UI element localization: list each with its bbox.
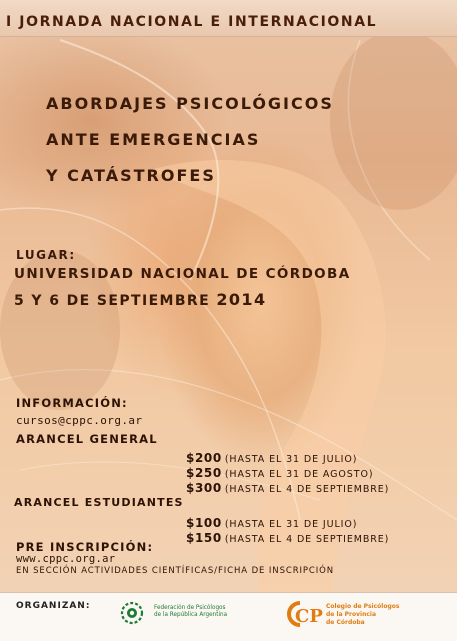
event-date-days: 5 Y 6 DE SEPTIEMBRE — [14, 293, 211, 309]
colegio-logo-icon — [278, 599, 323, 629]
headline-line-3: Y CATÁSTROFES — [46, 166, 216, 185]
federation-logo-icon — [120, 601, 144, 625]
headline-line-1: ABORDAJES PSICOLÓGICOS — [46, 94, 334, 113]
federation-name — [154, 605, 227, 619]
fee-amount: $300 — [186, 481, 222, 495]
federation-name-line-1: Federación de Psicólogos — [154, 605, 226, 611]
event-date — [14, 290, 267, 309]
organizers-footer — [0, 592, 457, 641]
fee-amount: $100 — [186, 516, 222, 530]
colegio-monogram: CP — [295, 606, 323, 627]
registration-url-link[interactable]: www.cppc.org.ar — [16, 553, 116, 565]
registration-note: EN SECCIÓN ACTIVIDADES CIENTÍFICAS/FICHA DE INSCRIPCIÓN — [16, 566, 335, 576]
headline-line-2: ANTE EMERGENCIAS — [46, 130, 261, 149]
fee-deadline: (HASTA EL 4 DE SEPTIEMBRE) — [224, 484, 390, 495]
venue-name: UNIVERSIDAD NACIONAL DE CÓRDOBA — [14, 266, 351, 282]
fee-deadline: (HASTA EL 4 DE SEPTIEMBRE) — [224, 534, 390, 545]
federation-name-line-2: de la República Argentina — [154, 612, 228, 618]
organizers-label: ORGANIZAN: — [16, 601, 91, 611]
event-title: I JORNADA NACIONAL E INTERNACIONAL — [6, 14, 378, 30]
venue-label: LUGAR: — [16, 248, 76, 262]
contact-email-link[interactable]: cursos@cppc.org.ar — [16, 414, 143, 427]
colegio-name-line-1: Colegio de Psicólogos — [326, 603, 400, 610]
event-year: 2014 — [216, 290, 267, 309]
general-fee-label: ARANCEL GENERAL — [16, 432, 158, 446]
fee-amount: $150 — [186, 531, 222, 545]
preregistration-label: PRE INSCRIPCIÓN: — [16, 540, 154, 554]
colegio-name — [326, 603, 399, 627]
fee-deadline: (HASTA EL 31 DE AGOSTO) — [224, 469, 374, 480]
fee-amount: $200 — [186, 451, 222, 465]
colegio-name-line-2: de la Provincia — [326, 611, 377, 618]
student-fee-label: ARANCEL ESTUDIANTES — [14, 496, 184, 509]
colegio-name-line-3: de Córdoba — [326, 619, 365, 626]
fee-row — [186, 527, 389, 546]
fee-row — [186, 477, 389, 496]
fee-amount: $250 — [186, 466, 222, 480]
fee-deadline: (HASTA EL 31 DE JULIO) — [224, 454, 358, 465]
info-label: INFORMACIÓN: — [16, 396, 128, 410]
fee-deadline: (HASTA EL 31 DE JULIO) — [224, 519, 358, 530]
